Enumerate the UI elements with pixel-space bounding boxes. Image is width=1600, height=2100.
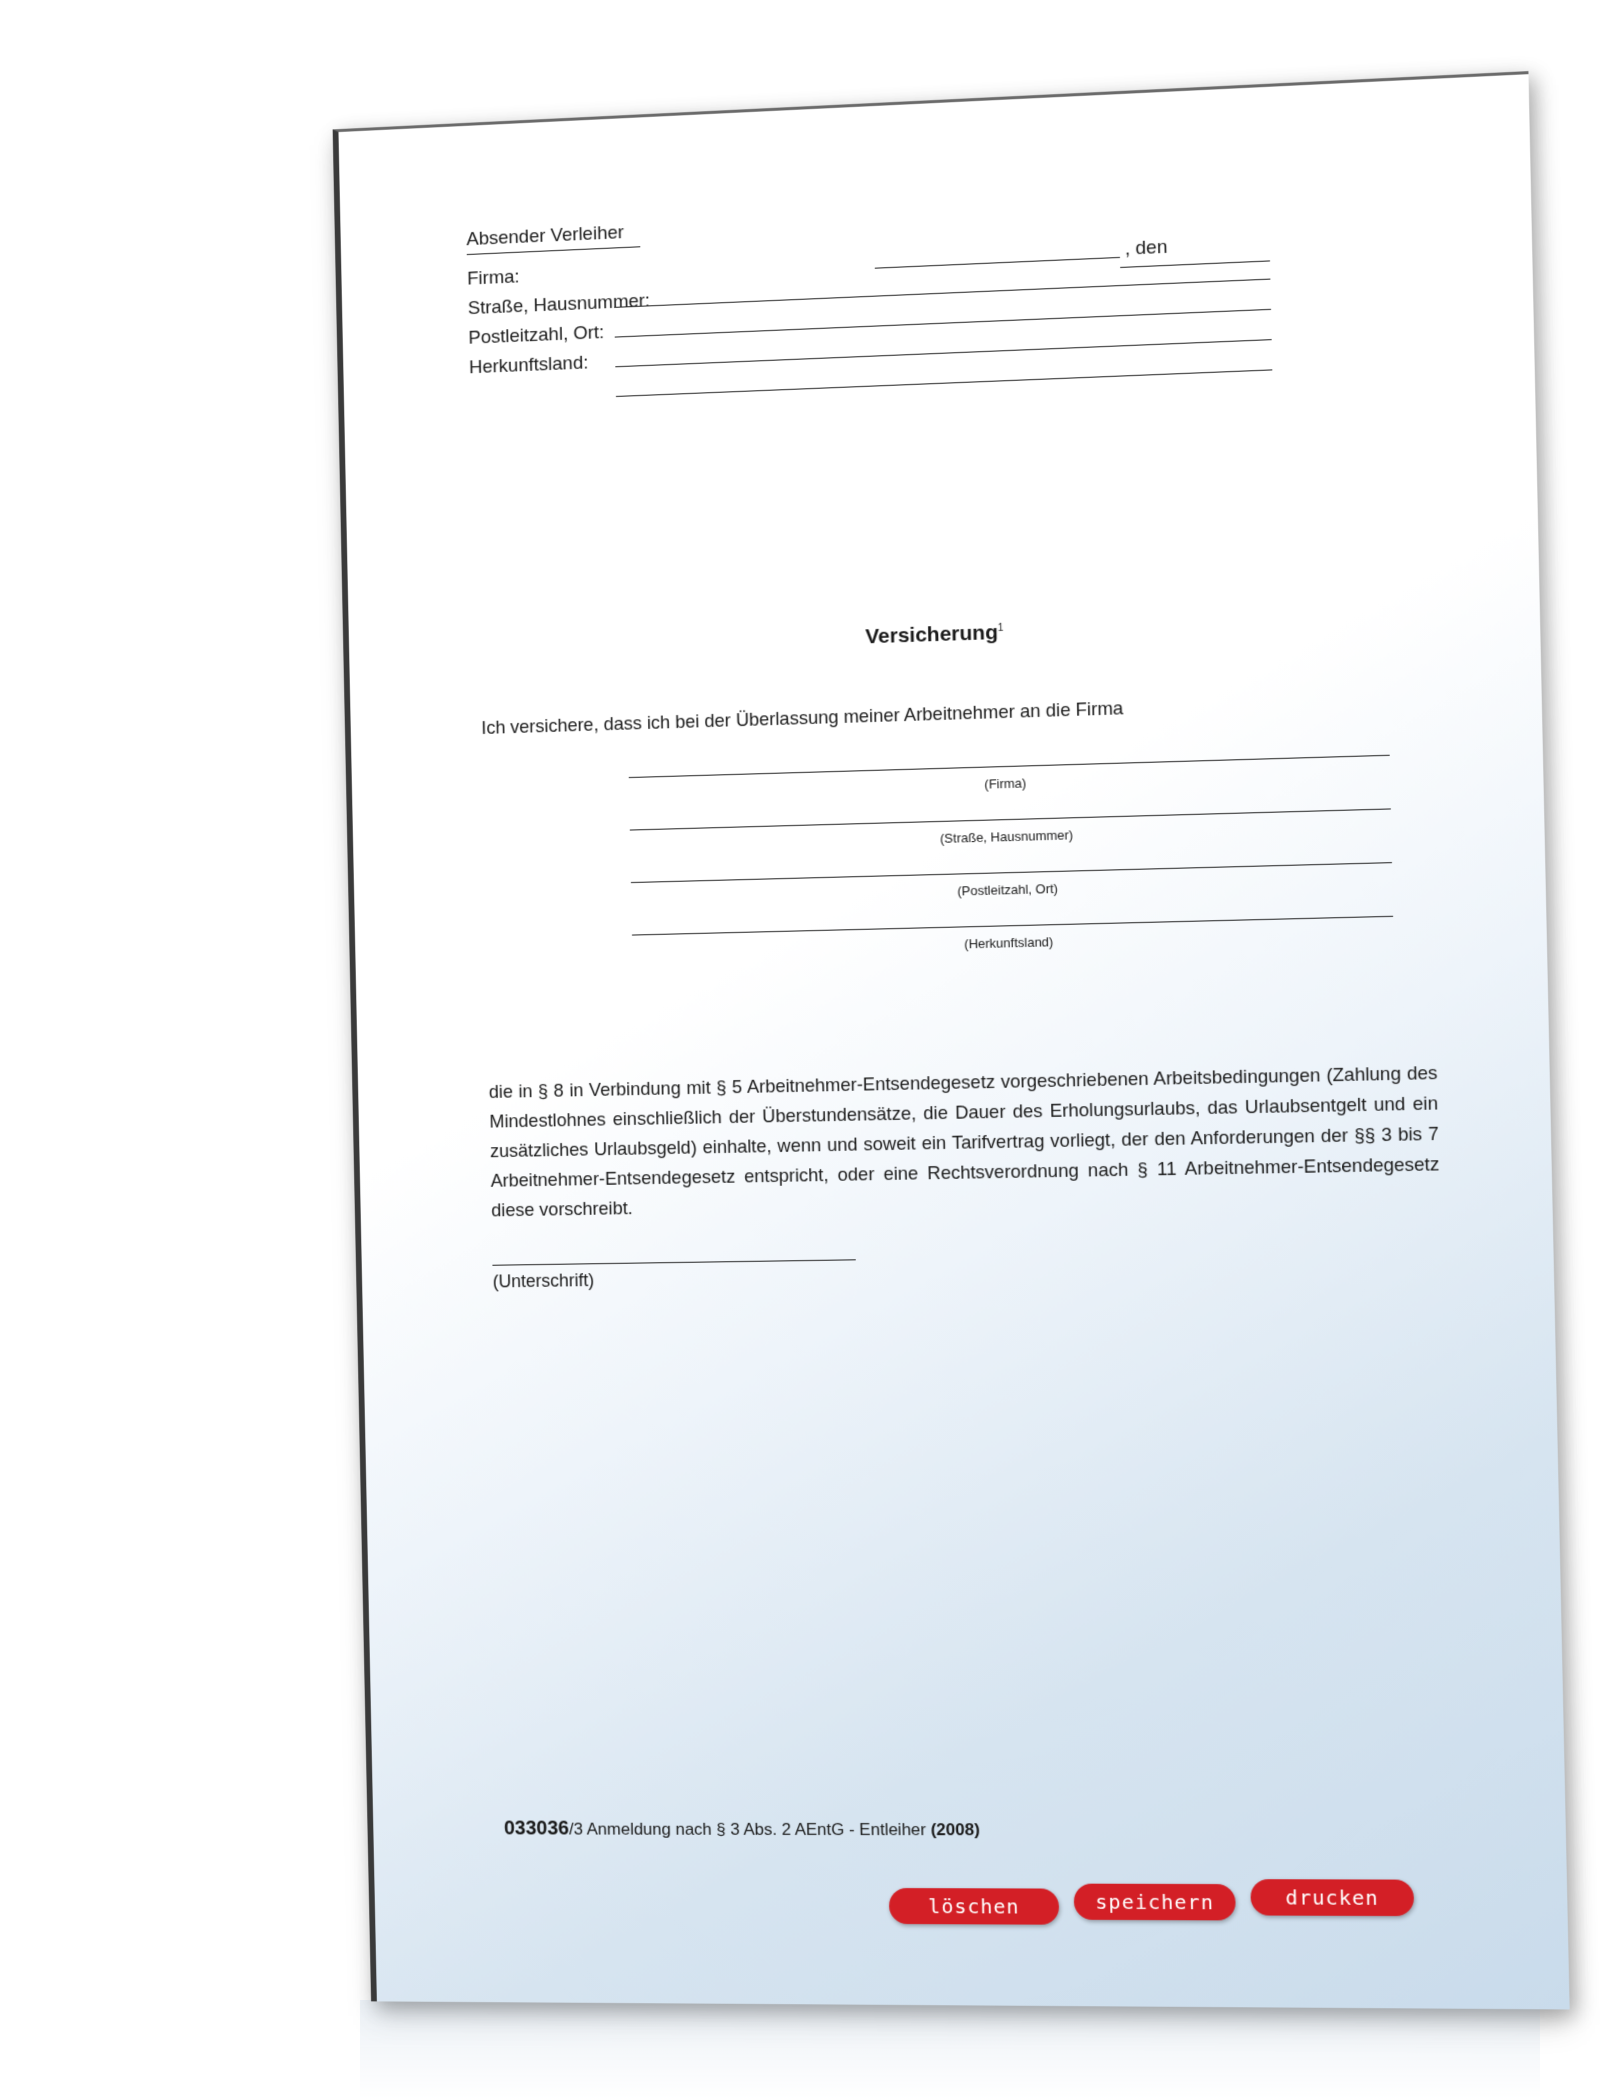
sender-street-input[interactable]	[615, 309, 1271, 338]
company-city-caption: (Postleitzahl, Ort)	[957, 880, 1059, 899]
sender-city-input[interactable]	[615, 339, 1271, 367]
intro-text: Ich versichere, dass ich bei der Überlassung meiner Arbeitnehmer an die Firma	[481, 697, 1124, 738]
sender-field-company-label: Firma:	[467, 266, 520, 290]
form-code: 033036	[503, 1817, 570, 1840]
sender-heading: Absender Verleiher	[466, 222, 625, 251]
document-title: Versicherung$^1$	[865, 620, 1004, 649]
company-street-caption: (Straße, Hausnummer)	[939, 827, 1074, 846]
sender-company-input[interactable]	[614, 279, 1270, 308]
date-place-field[interactable]	[875, 257, 1120, 269]
signature-input[interactable]	[492, 1259, 855, 1265]
sender-country-input[interactable]	[616, 369, 1272, 397]
form-year: (2008)	[930, 1820, 981, 1840]
sender-field-country-label: Herkunftsland:	[468, 352, 589, 379]
document-footer	[504, 1818, 980, 1842]
declaration-paragraph: die in § 8 in Verbindung mit § 5 Arbeitnehmer-Entsendegesetz vorgeschriebenen Arbeitsbedingungen (Zahlung des Mindestlohnes einschließlich der Überstundensätze, die Dauer des Erholungsurlaubs, das Urlaubsentgelt und ein zusätzliches Urlaubsgeld) einhalte, wenn und soweit ein Tarifvertrag vorliegt, der den Anforderungen der §§ 3 bis 7 Arbeitnehmer-Entsendegesetz entspricht, oder eine Rechtsverordnung nach § 11 Arbeitnehmer-Entsendegesetz diese vorschreibt.	[488, 1061, 1440, 1221]
signature-caption: (Unterschrift)	[492, 1270, 595, 1292]
company-name-caption: (Firma)	[984, 775, 1027, 792]
save-button[interactable]: speichern	[1074, 1884, 1236, 1921]
date-suffix: , den	[1124, 236, 1168, 260]
title-footnote-marker: 1	[997, 622, 1004, 634]
form-description: Anmeldung nach § 3 Abs. 2 AEntG - Entleiher	[582, 1819, 931, 1840]
sender-field-city-label: Postleitzahl, Ort:	[468, 322, 605, 349]
form-version: /3	[568, 1819, 584, 1839]
delete-button[interactable]: löschen	[889, 1888, 1060, 1925]
sender-field-street-label: Straße, Hausnummer:	[467, 290, 651, 320]
company-country-caption: (Herkunftsland)	[964, 934, 1054, 952]
document-page	[333, 71, 1570, 2009]
date-field[interactable]	[1120, 260, 1270, 268]
print-button[interactable]: drucken	[1250, 1879, 1414, 1916]
page-reflection	[360, 2000, 1540, 2100]
